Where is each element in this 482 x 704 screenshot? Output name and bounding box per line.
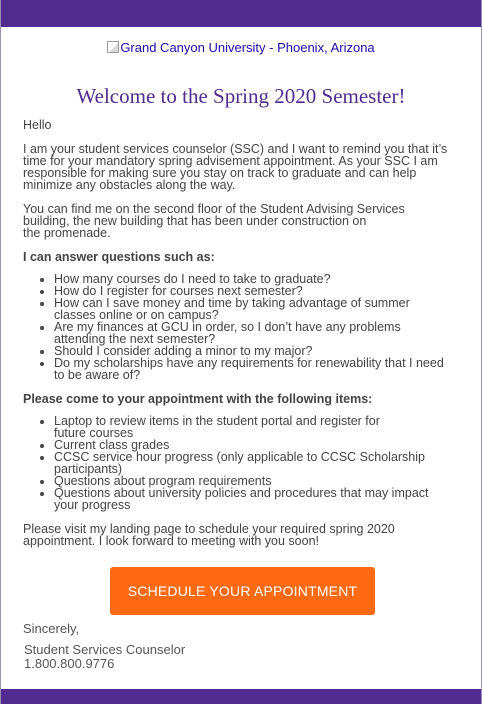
- list-item-text: How do I register for courses next semester?: [54, 284, 303, 298]
- list-item-text: Laptop to review items in the student portal and register for: [54, 414, 380, 428]
- list-item: [54, 357, 463, 381]
- list-item-text: Should I consider adding a minor to my major?: [54, 344, 313, 358]
- list-item: [54, 415, 463, 439]
- greeting: Hello: [23, 118, 52, 132]
- list-item-text: Questions about program requirements: [54, 474, 272, 488]
- list-item: [54, 487, 463, 511]
- questions-heading: I can answer questions such as:: [23, 250, 215, 264]
- cta-container: [110, 567, 375, 615]
- list-item: [54, 297, 463, 321]
- items-heading: Please come to your appointment with the following items:: [23, 392, 373, 406]
- list-item-text: to be aware of?: [54, 368, 141, 382]
- visit-paragraph: [23, 523, 463, 547]
- intro-line: responsible for making sure you stay on track to graduate and can help: [23, 166, 417, 180]
- email-body: [23, 119, 463, 547]
- location-line: You can find me on the second floor of the Student Advising Services: [23, 202, 405, 216]
- list-item-text: Questions about university policies and procedures that may impact: [54, 486, 429, 500]
- logo-alt-text: Grand Canyon University - Phoenix, Arizona: [120, 40, 375, 55]
- list-item-text: CCSC service hour progress (only applicable to CCSC Scholarship: [54, 450, 425, 464]
- intro-line: I am your student services counselor (SSC) and I want to remind you that it’s: [23, 142, 448, 156]
- schedule-appointment-button[interactable]: SCHEDULE YOUR APPOINTMENT: [110, 567, 375, 615]
- signature-name: Student Services Counselor: [24, 642, 186, 657]
- list-item: [54, 451, 463, 475]
- items-list: [23, 415, 463, 511]
- list-item-text: your progress: [54, 498, 131, 512]
- location-line: building, the new building that has been under construction on: [23, 214, 367, 228]
- list-item: [54, 321, 463, 345]
- list-item-text: How can I save money and time by taking advantage of summer: [54, 296, 410, 310]
- intro-line: minimize any obstacles along the way.: [23, 178, 236, 192]
- visit-line: appointment. I look forward to meeting with you soon!: [23, 534, 319, 548]
- visit-line: Please visit my landing page to schedule your required spring 2020: [23, 522, 395, 536]
- list-item-text: participants): [54, 462, 123, 476]
- signature-block: [24, 643, 185, 671]
- signature-phone: 1.800.800.9776: [24, 656, 115, 671]
- broken-image-icon: [107, 41, 119, 53]
- list-item-text: future courses: [54, 426, 134, 440]
- list-item-text: Do my scholarships have any requirements for renewability that I need: [54, 356, 444, 370]
- list-item-text: Are my finances at GCU in order, so I don’t have any problems: [54, 320, 401, 334]
- intro-line: time for your mandatory spring advisement appointment. As your SSC I am: [23, 154, 438, 168]
- logo-image[interactable]: [1, 40, 481, 55]
- list-item-text: classes online or on campus?: [54, 308, 219, 322]
- closing-text: Sincerely,: [23, 621, 80, 636]
- location-paragraph: [23, 203, 463, 239]
- top-brand-bar: [1, 0, 481, 27]
- list-item-text: Current class grades: [54, 438, 170, 452]
- list-item-text: attending the next semester?: [54, 332, 216, 346]
- list-item-text: How many courses do I need to take to graduate?: [54, 272, 331, 286]
- questions-list: [23, 273, 463, 381]
- intro-paragraph: [23, 143, 463, 191]
- bottom-brand-bar: [1, 689, 481, 704]
- location-line: the promenade.: [23, 226, 111, 240]
- page-title: Welcome to the Spring 2020 Semester!: [76, 84, 406, 108]
